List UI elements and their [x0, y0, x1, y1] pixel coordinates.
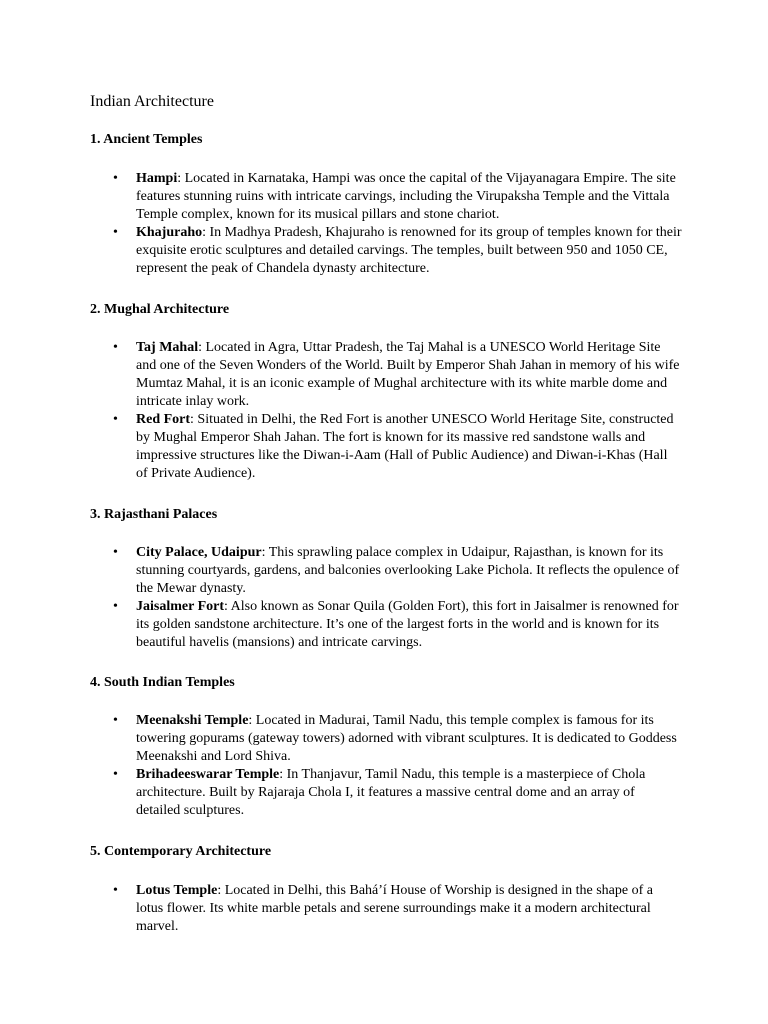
list-item	[90, 882, 682, 936]
list-item	[90, 170, 682, 224]
sections-container	[90, 130, 682, 936]
bullet-list	[90, 339, 682, 483]
item-description: : In Madhya Pradesh, Khajuraho is renowned for its group of temples known for their exquisite erotic sculptures and detailed carvings. The temples, built between 950 and 1050 CE, represent the peak of Chandela dynasty architecture.	[136, 225, 682, 276]
section-heading: 2. Mughal Architecture	[90, 302, 230, 317]
item-term: Red Fort	[136, 412, 191, 427]
bullet-icon: •	[113, 412, 118, 427]
item-description: : Situated in Delhi, the Red Fort is another UNESCO World Heritage Site, constructed by Mughal Emperor Shah Jahan. The fort is known for its massive red sandstone walls and impressive structures like the Diwan-i-Aam (Hall of Public Audience) and Diwan-i-Khas (Hall of Private Audience).	[136, 412, 674, 481]
bullet-icon: •	[113, 171, 118, 186]
section-heading: 5. Contemporary Architecture	[90, 844, 272, 859]
bullet-list	[90, 544, 682, 652]
section-heading: 1. Ancient Temples	[90, 132, 203, 147]
item-description: : In Thanjavur, Tamil Nadu, this temple is a masterpiece of Chola architecture. Built by Rajaraja Chola I, it features a massive central dome and an array of detailed sculptures.	[136, 767, 646, 818]
list-item	[90, 339, 682, 411]
item-description: : Located in Karnataka, Hampi was once the capital of the Vijayanagara Empire. The site features stunning ruins with intricate carvings, including the Virupaksha Temple and the Vittala Temple complex, known for its musical pillars and stone chariot.	[136, 171, 676, 222]
list-item	[90, 411, 682, 483]
section-heading: 4. South Indian Temples	[90, 675, 235, 690]
item-term: Brihadeeswarar Temple	[136, 767, 280, 782]
section	[90, 673, 682, 820]
bullet-list	[90, 882, 682, 936]
item-term: Khajuraho	[136, 225, 203, 240]
list-item	[90, 766, 682, 820]
item-description: : Located in Delhi, this Bahá’í House of Worship is designed in the shape of a lotus flower. Its white marble petals and serene surroundings make it a modern architectural marvel.	[136, 883, 653, 934]
item-term: Taj Mahal	[136, 340, 199, 355]
bullet-list	[90, 712, 682, 820]
item-term: Jaisalmer Fort	[136, 599, 224, 614]
item-description: : Also known as Sonar Quila (Golden Fort), this fort in Jaisalmer is renowned for its golden sandstone architecture. It’s one of the largest forts in the world and is known for its beautiful havelis (mansions) and intricate carvings.	[136, 599, 679, 650]
item-term: Lotus Temple	[136, 883, 218, 898]
item-description: : Located in Madurai, Tamil Nadu, this temple complex is famous for its towering gopurams (gateway towers) adorned with vibrant sculptures. It is dedicated to Goddess Meenakshi and Lord Shiva.	[136, 713, 677, 764]
bullet-icon: •	[113, 883, 118, 898]
bullet-list	[90, 170, 682, 278]
bullet-icon: •	[113, 545, 118, 560]
section	[90, 300, 682, 483]
list-item	[90, 712, 682, 766]
bullet-icon: •	[113, 767, 118, 782]
section	[90, 505, 682, 652]
list-item	[90, 544, 682, 598]
document-page	[90, 90, 682, 936]
item-term: Meenakshi Temple	[136, 713, 249, 728]
item-term: Hampi	[136, 171, 178, 186]
section	[90, 842, 682, 936]
item-term: City Palace, Udaipur	[136, 545, 262, 560]
document-title: Indian Architecture	[90, 93, 214, 110]
bullet-icon: •	[113, 599, 118, 614]
list-item	[90, 598, 682, 652]
bullet-icon: •	[113, 713, 118, 728]
bullet-icon: •	[113, 225, 118, 240]
list-item	[90, 224, 682, 278]
bullet-icon: •	[113, 340, 118, 355]
item-description: : This sprawling palace complex in Udaipur, Rajasthan, is known for its stunning courtyards, gardens, and balconies overlooking Lake Pichola. It reflects the opulence of the Mewar dynasty.	[136, 545, 680, 596]
section-heading: 3. Rajasthani Palaces	[90, 507, 218, 522]
item-description: : Located in Agra, Uttar Pradesh, the Taj Mahal is a UNESCO World Heritage Site and one of the Seven Wonders of the World. Built by Emperor Shah Jahan in memory of his wife Mumtaz Mahal, it is an iconic example of Mughal architecture with its white marble dome and intricate inlay work.	[136, 340, 680, 409]
section	[90, 130, 682, 278]
